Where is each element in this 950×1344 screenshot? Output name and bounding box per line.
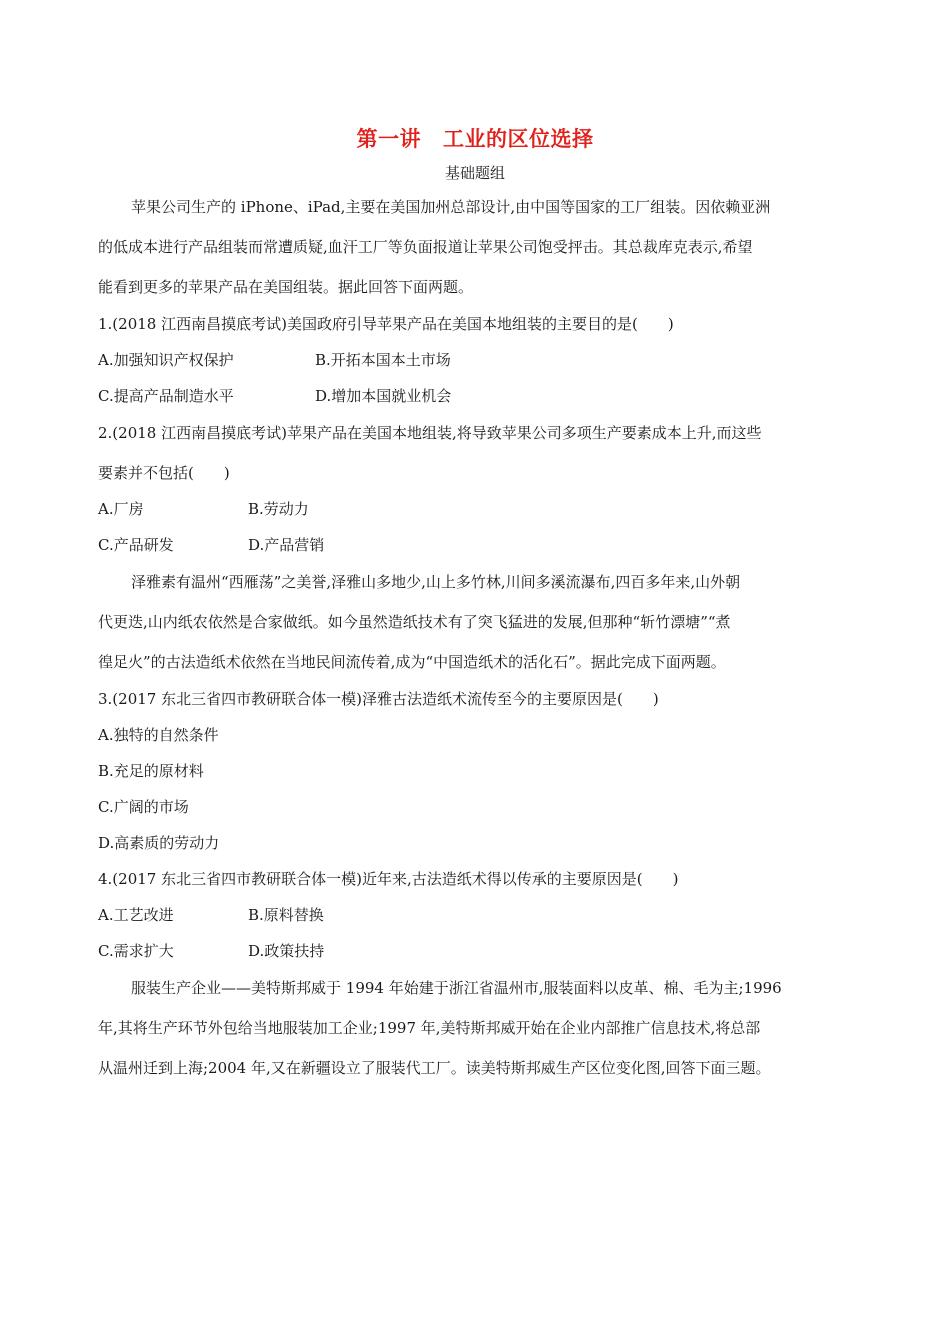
q3-option-a: A.独特的自然条件 xyxy=(98,726,219,744)
q1-option-c: C.提高产品制造水平 xyxy=(98,387,234,405)
passage1-line: 的低成本进行产品组装而常遭质疑,血汗工厂等负面报道让苹果公司饱受抨击。其总裁库克表示,希望 xyxy=(98,238,753,256)
q1-option-d: D.增加本国就业机会 xyxy=(315,387,452,405)
q1-option-a: A.加强知识产权保护 xyxy=(98,351,234,369)
passage3-line: 年,其将生产环节外包给当地服装加工企业;1997 年,美特斯邦威开始在企业内部推广信息技术,将总部 xyxy=(98,1019,761,1037)
q2-option-a: A.厂房 xyxy=(98,500,144,518)
q2-option-c: C.产品研发 xyxy=(98,536,174,554)
passage2-line: 徨足火”的古法造纸术依然在当地民间流传着,成为“中国造纸术的活化石”。据此完成下面两题。 xyxy=(98,653,726,671)
passage1-line: 苹果公司生产的 iPhone、iPad,主要在美国加州总部设计,由中国等国家的工厂组装。因依赖亚洲 xyxy=(131,198,771,216)
question-2-stem: 2.(2018 江西南昌摸底考试)苹果产品在美国本地组装,将导致苹果公司多项生产要素成本上升,而这些 xyxy=(98,424,762,442)
passage2-line: 泽雅素有温州“西雁荡”之美誉,泽雅山多地少,山上多竹林,川间多溪流瀑布,四百多年来,山外朝 xyxy=(131,573,741,591)
q4-option-c: C.需求扩大 xyxy=(98,942,174,960)
q2-option-b: B.劳动力 xyxy=(248,500,309,518)
q4-option-d: D.政策扶持 xyxy=(248,942,325,960)
passage3-line: 服装生产企业——美特斯邦威于 1994 年始建于浙江省温州市,服装面料以皮革、棉、毛为主;1996 xyxy=(131,979,782,997)
question-4-stem: 4.(2017 东北三省四市教研联合体一模)近年来,古法造纸术得以传承的主要原因是( ) xyxy=(98,870,679,888)
question-3-stem: 3.(2017 东北三省四市教研联合体一模)泽雅古法造纸术流传至今的主要原因是( ) xyxy=(98,690,659,708)
q1-option-b: B.开拓本国本土市场 xyxy=(315,351,451,369)
question-1-stem: 1.(2018 江西南昌摸底考试)美国政府引导苹果产品在美国本地组装的主要目的是( ) xyxy=(98,315,674,333)
q2-option-d: D.产品营销 xyxy=(248,536,325,554)
q3-option-b: B.充足的原材料 xyxy=(98,762,204,780)
section-subtitle: 基础题组 xyxy=(444,164,505,182)
q4-option-a: A.工艺改进 xyxy=(98,906,174,924)
q4-option-b: B.原料替换 xyxy=(248,906,324,924)
q3-option-d: D.高素质的劳动力 xyxy=(98,834,220,852)
title-part-1: 第一讲 xyxy=(356,127,421,151)
q3-option-c: C.广阔的市场 xyxy=(98,798,189,816)
passage3-line: 从温州迁到上海;2004 年,又在新疆设立了服装代工厂。读美特斯邦威生产区位变化图,回答下面三题。 xyxy=(98,1059,771,1077)
question-2-stem: 要素并不包括( ) xyxy=(98,464,230,482)
page-title xyxy=(0,123,950,153)
passage1-line: 能看到更多的苹果产品在美国组装。据此回答下面两题。 xyxy=(98,278,474,296)
passage2-line: 代更迭,山内纸农依然是合家做纸。如今虽然造纸技术有了突飞猛进的发展,但那种“斩竹漂塘”“煮 xyxy=(98,613,731,631)
title-part-2: 工业的区位选择 xyxy=(443,127,594,151)
